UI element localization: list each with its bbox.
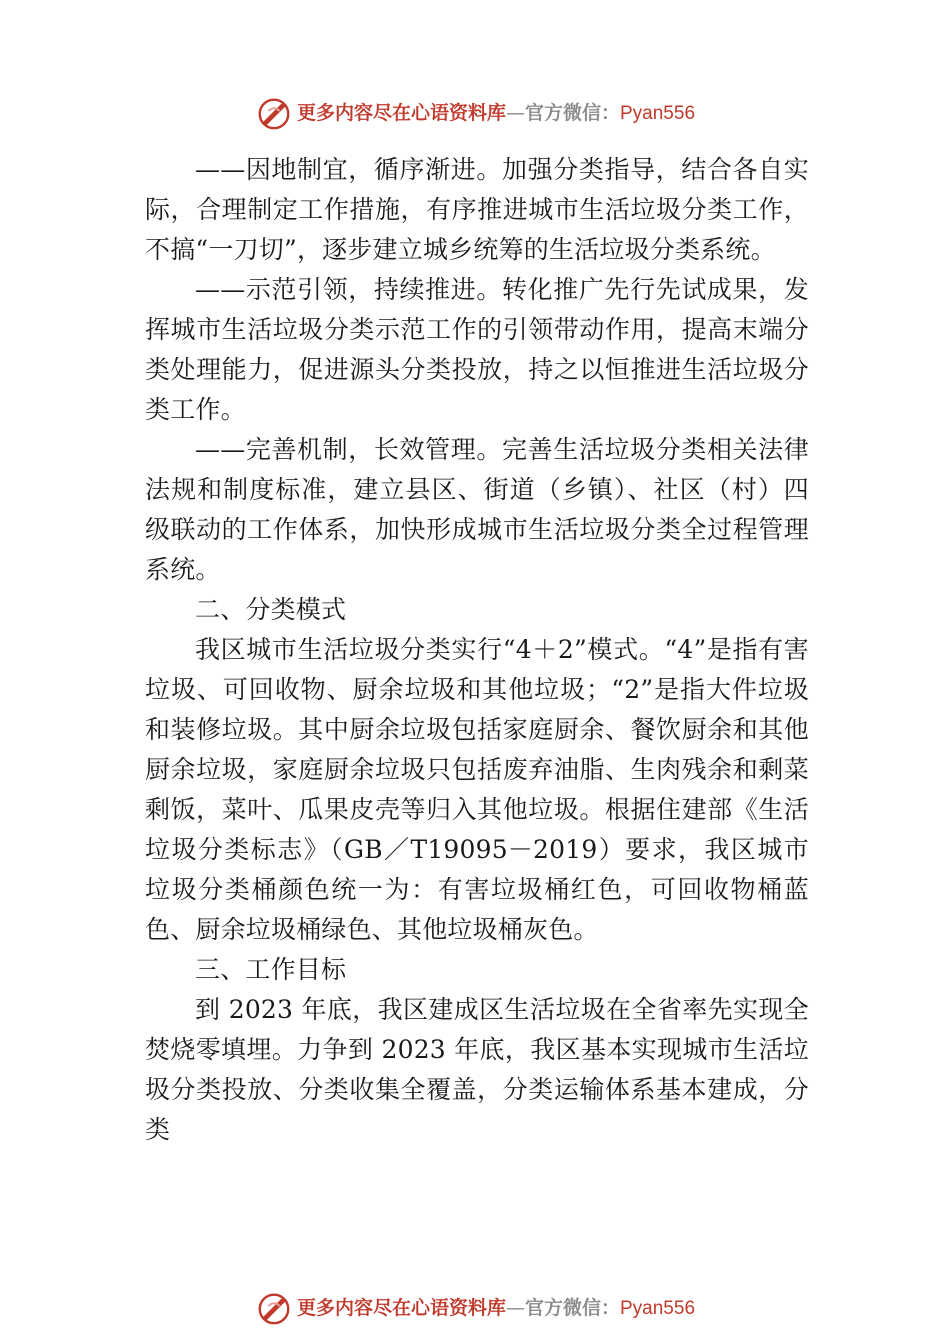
watermark-wechat-id: Pyan556 (620, 1297, 696, 1319)
logo-icon (255, 94, 293, 132)
section-heading-classification-mode: 二、分类模式 (195, 595, 347, 624)
watermark-brand: 更多内容尽在心语资料库 (296, 101, 506, 124)
document-body (145, 150, 809, 1150)
paragraph-classification-mode: 我区城市生活垃圾分类实行“4＋2”模式。“4”是指有害垃圾、可回收物、厨余垃圾和其他垃圾；“2”是指大件垃圾和装修垃圾。其中厨余垃圾包括家庭厨余、餐饮厨余和其他厨余垃圾，家庭厨余垃圾只包括废弃油脂、生肉残余和剩菜剩饭，菜叶、瓜果皮壳等归入其他垃圾。根据住建部《生活垃圾分类标志》（GB／T19095－2019）要求，我区城市垃圾分类桶颜色统一为：有害垃圾桶红色，可回收物桶蓝色、厨余垃圾桶绿色、其他垃圾桶灰色。 (145, 635, 809, 944)
watermark-wechat-id: Pyan556 (620, 102, 696, 124)
section-heading-work-goals: 三、工作目标 (195, 955, 347, 984)
watermark-label: 官方微信： (524, 101, 620, 124)
header-watermark (0, 93, 950, 133)
watermark-text (297, 94, 695, 133)
logo-icon (255, 1289, 293, 1327)
paragraph-work-goals: 到 2023 年底，我区建成区生活垃圾在全省率先实现全焚烧零填埋。力争到 2023 年底，我区基本实现城市生活垃圾分类投放、分类收集全覆盖，分类运输体系基本建成，分类 (145, 995, 809, 1144)
footer-watermark (0, 1288, 950, 1328)
watermark-dash: — (505, 1296, 525, 1319)
paragraph-principle-local: ——因地制宜，循序渐进。加强分类指导，结合各自实际，合理制定工作措施，有序推进城市生活垃圾分类工作，不搞“一刀切”，逐步建立城乡统筹的生活垃圾分类系统。 (145, 155, 809, 264)
paragraph-principle-mechanism: ——完善机制，长效管理。完善生活垃圾分类相关法律法规和制度标准，建立县区、街道（乡镇）、社区（村）四级联动的工作体系，加快形成城市生活垃圾分类全过程管理系统。 (145, 435, 809, 584)
paragraph-principle-demo: ——示范引领，持续推进。转化推广先行先试成果，发挥城市生活垃圾分类示范工作的引领带动作用，提高末端分类处理能力，促进源头分类投放，持之以恒推进生活垃圾分类工作。 (145, 275, 809, 424)
watermark-label: 官方微信： (524, 1296, 620, 1319)
watermark-text (297, 1289, 695, 1328)
watermark-dash: — (505, 101, 525, 124)
watermark-brand: 更多内容尽在心语资料库 (296, 1296, 506, 1319)
